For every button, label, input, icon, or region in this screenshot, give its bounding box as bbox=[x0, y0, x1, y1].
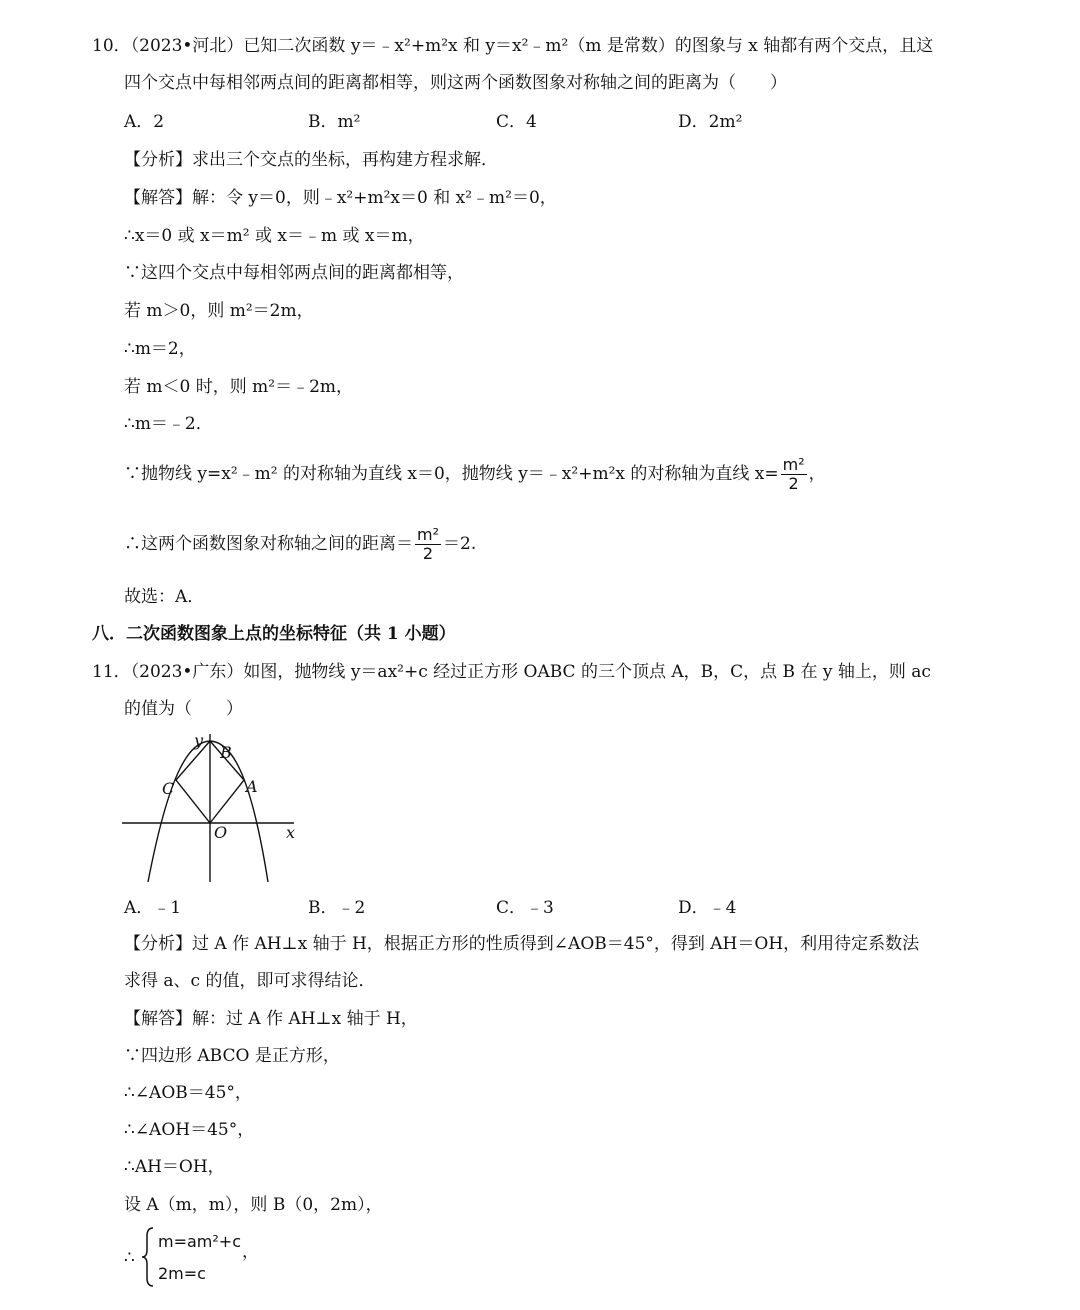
q11-analysis-line1: 【分析】过 A 作 AH⊥x 轴于 H，根据正方形的性质得到∠AOB＝45°，得到 AH＝OH，利用待定系数法 bbox=[124, 934, 920, 954]
q10-solution-line: 若 m＜0 时，则 m²＝﹣2m， bbox=[124, 377, 354, 397]
q11-option-b: B．﹣2 bbox=[308, 898, 366, 918]
system-prefix: ∴ bbox=[124, 1248, 135, 1268]
q10-solution-line: ∴m＝2， bbox=[124, 339, 196, 359]
system-eq1: m=am²+c bbox=[158, 1232, 241, 1251]
q11-option-c: C．﹣3 bbox=[496, 898, 554, 918]
q10-solution-line: ∴m＝﹣2． bbox=[124, 414, 213, 434]
label-c: C bbox=[162, 779, 175, 798]
q10-distance-line bbox=[124, 522, 476, 566]
q10-axis-fraction bbox=[781, 456, 807, 493]
q10-option-c: C．4 bbox=[496, 112, 537, 132]
brace-icon bbox=[140, 1226, 156, 1288]
q10-axis-text: ∵抛物线 y=x²﹣m² 的对称轴为直线 x＝0，抛物线 y＝﹣x²+m²x 的对称轴为直线 x= bbox=[124, 464, 779, 484]
q11-solution-line: ∴∠AOB＝45°， bbox=[124, 1083, 252, 1103]
q11-analysis-line2: 求得 a、c 的值，即可求得结论． bbox=[124, 971, 376, 991]
q11-stem-line1: 11．（2023•广东）如图，抛物线 y＝ax²+c 经过正方形 OABC 的三个顶点 A，B，C，点 B 在 y 轴上，则 ac bbox=[92, 662, 931, 682]
label-x: x bbox=[286, 823, 296, 842]
fraction-denominator: 2 bbox=[788, 474, 799, 493]
q10-solution-line: 【解答】解：令 y＝0，则﹣x²+m²x＝0 和 x²﹣m²＝0， bbox=[124, 188, 557, 208]
q11-solution-line: ∴AH＝OH， bbox=[124, 1157, 225, 1177]
q10-solution-line: ∴x＝0 或 x＝m² 或 x＝﹣m 或 x＝m， bbox=[124, 226, 425, 246]
q11-solution-line: 【解答】解：过 A 作 AH⊥x 轴于 H， bbox=[124, 1009, 418, 1029]
q10-distance-fraction bbox=[415, 526, 441, 563]
q11-option-d: D．﹣4 bbox=[678, 898, 737, 918]
q10-stem-line1: 10．（2023•河北）已知二次函数 y＝﹣x²+m²x 和 y＝x²﹣m²（m 是常数）的图象与 x 轴都有两个交点，且这 bbox=[92, 36, 934, 56]
parabola-square-figure bbox=[118, 728, 308, 886]
q10-stem-line2: 四个交点中每相邻两点间的距离都相等，则这两个函数图象对称轴之间的距离为（ ） bbox=[124, 73, 787, 93]
system-suffix: ， bbox=[242, 1242, 259, 1262]
q10-answer: 故选：A． bbox=[124, 587, 205, 607]
q10-solution-line: 若 m＞0，则 m²＝2m， bbox=[124, 301, 314, 321]
label-o: O bbox=[214, 823, 228, 842]
fraction-numerator: m² bbox=[782, 455, 805, 474]
q10-solution-line: ∵这四个交点中每相邻两点间的距离都相等， bbox=[124, 263, 464, 283]
system-eq2: 2m=c bbox=[158, 1264, 206, 1283]
q10-option-b: B．m² bbox=[308, 112, 361, 132]
q11-solution-line: ∵四边形 ABCO 是正方形， bbox=[124, 1046, 340, 1066]
label-a: A bbox=[246, 777, 258, 796]
fraction-denominator: 2 bbox=[422, 544, 434, 563]
parabola-curve bbox=[148, 741, 268, 882]
q11-stem-line2: 的值为（ ） bbox=[124, 699, 243, 719]
section-heading: 八．二次函数图象上点的坐标特征（共 1 小题） bbox=[92, 624, 456, 644]
label-y: y bbox=[194, 731, 204, 750]
q11-solution-line: 设 A（m，m），则 B（0，2m）， bbox=[124, 1195, 383, 1215]
q10-analysis: 【分析】求出三个交点的坐标，再构建方程求解． bbox=[124, 150, 498, 170]
q10-distance-text: ∴这两个函数图象对称轴之间的距离＝ bbox=[124, 534, 413, 554]
q10-option-a: A．2 bbox=[124, 112, 165, 132]
q11-option-a: A．﹣1 bbox=[124, 898, 182, 918]
q10-axis-text-end: ， bbox=[808, 464, 826, 484]
q11-solution-line: ∴∠AOH＝45°， bbox=[124, 1120, 255, 1140]
q10-axis-line bbox=[124, 452, 826, 496]
fraction-numerator: m² bbox=[417, 525, 439, 544]
label-b: B bbox=[220, 743, 232, 762]
q10-option-d: D．2m² bbox=[678, 112, 743, 132]
q10-distance-result: ＝2. bbox=[443, 534, 477, 554]
